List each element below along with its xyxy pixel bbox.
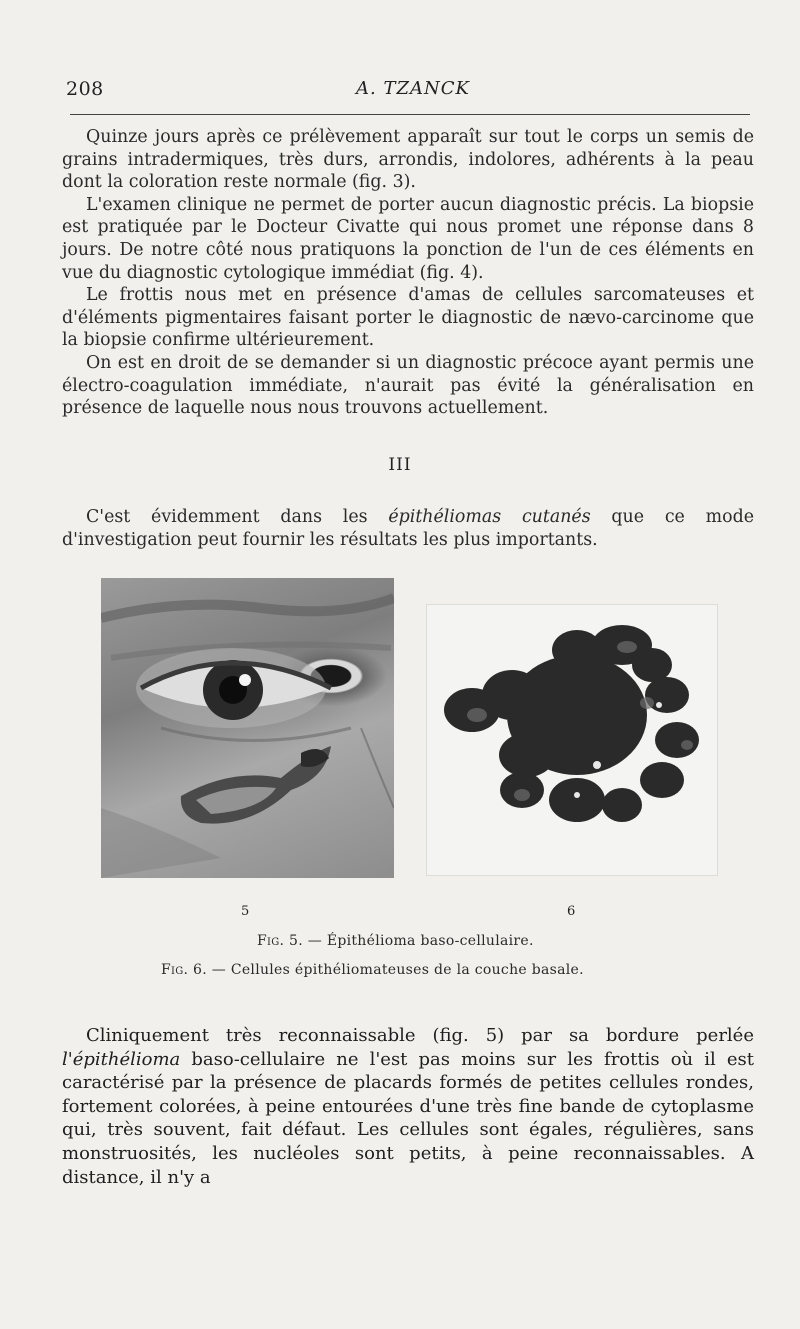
- section-intro: [62, 506, 754, 551]
- paragraph-text: Cliniquement très reconnaissable (fig. 5) par sa bordure perlée: [86, 1025, 754, 1046]
- caption-text: — Cellules épithéliomateuses de la couche basale.: [207, 962, 584, 978]
- body-text-bottom: [62, 1024, 754, 1189]
- paragraph: On est en droit de se demander si un diagnostic précoce ayant permis une électro-coagulation immédiate, n'aurait pas évité la généralisation en présence de laquelle nous nous trouvons actuellement.: [62, 352, 754, 419]
- paragraph-text: baso-cellulaire ne l'est pas moins sur les frottis où il est caractérisé par la présence de placards formés de petites cellules rondes, fortement colorées, à peine entourées d'une très fine bande de cytoplasme qui, très souvent, fait défaut. Les cellules sont égales, régulières, sans monstruosités, les nucléoles sont petits, à peine reconnaissables. A distance, il n'y a: [62, 1048, 754, 1188]
- header-rule: [70, 114, 750, 115]
- figure-6-number: 6: [567, 904, 576, 919]
- paragraph: Le frottis nous met en présence d'amas de cellules sarcomateuses et d'éléments pigmentaires faisant porter le diagnostic de nævo-carcinome que la biopsie confirme ultérieurement.: [62, 285, 754, 351]
- figure-5-photo: [101, 578, 394, 878]
- caption-label: Fig. 6.: [161, 962, 208, 978]
- caption-text: — Épithélioma baso-cellulaire.: [303, 933, 534, 949]
- intro-text: C'est évidemment dans les: [86, 507, 389, 527]
- section-number: III: [388, 455, 412, 475]
- paragraph: [62, 506, 754, 551]
- running-title: A. TZANCK: [356, 78, 470, 99]
- body-text-top: [62, 126, 754, 420]
- paragraph: L'examen clinique ne permet de porter aucun diagnostic précis. La biopsie est pratiquée par le Docteur Civatte qui nous promet une réponse dans 8 jours. De notre côté nous pratiquons la ponction de l'un de ces éléments en vue du diagnostic cytologique immédiat (fig. 4).: [62, 194, 754, 283]
- intro-italic: épithéliomas cutanés: [388, 507, 591, 527]
- figure-6-micrograph: [426, 604, 718, 876]
- paragraph: [62, 1024, 754, 1189]
- caption-label: Fig. 5.: [257, 933, 304, 949]
- intro-text: que ce mode d'investigation peut fournir les résultats les plus importants.: [62, 507, 754, 550]
- paragraph-italic: l'épithélioma: [62, 1048, 181, 1070]
- figure-6-caption: [161, 962, 584, 978]
- page-number: 208: [66, 78, 104, 100]
- paragraph: Quinze jours après ce prélèvement apparaît sur tout le corps un semis de grains intradermiques, très durs, arrondis, indolores, adhérents à la peau dont la coloration reste normale (fig. 3).: [62, 127, 754, 193]
- page-header: [66, 78, 752, 104]
- figure-5-number: 5: [241, 904, 250, 919]
- figure-5-caption: [257, 933, 534, 949]
